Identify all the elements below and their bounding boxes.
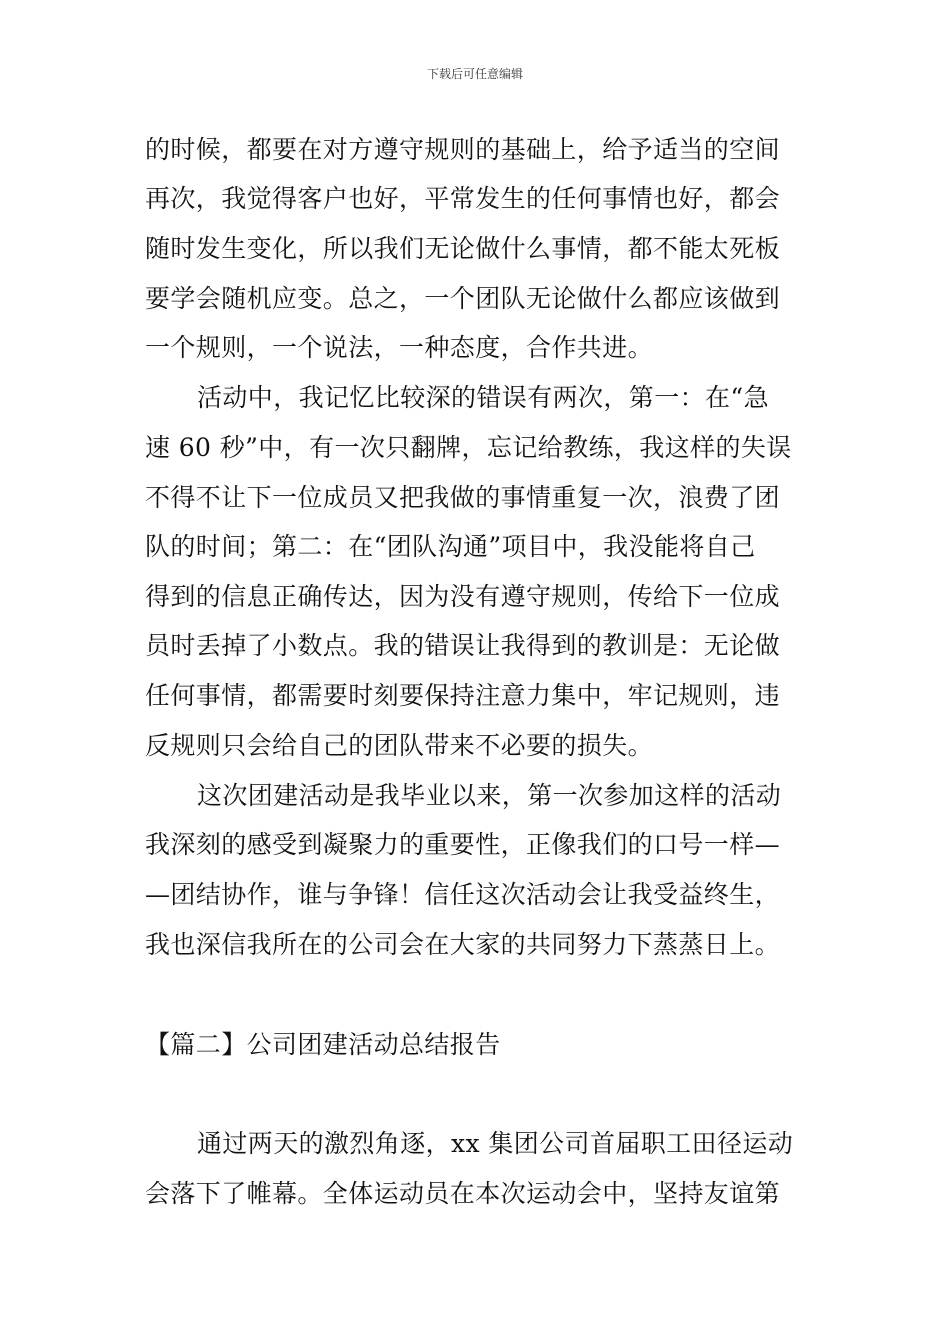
body-line: 不得不让下一位成员又把我做的事情重复一次，浪费了团 xyxy=(145,483,781,512)
body-line: 会落下了帷幕。全体运动员在本次运动会中，坚持友谊第 xyxy=(145,1179,781,1208)
body-line: 任何事情，都需要时刻要保持注意力集中，牢记规则，违 xyxy=(145,681,781,710)
page-header: 下载后可任意编辑 xyxy=(426,67,523,81)
body-line: 再次，我觉得客户也好，平常发生的任何事情也好，都会 xyxy=(145,184,781,213)
paragraph-first-line: 活动中，我记忆比较深的错误有两次，第一：在“急 xyxy=(197,383,769,412)
body-line: 得到的信息正确传达，因为没有遵守规则，传给下一位成 xyxy=(145,582,781,611)
body-line: 队的时间；第二：在“团队沟通”项目中，我没能将自己 xyxy=(145,532,756,561)
body-line: 反规则只会给自己的团队带来不必要的损失。 xyxy=(145,731,654,760)
body-line: 我深刻的感受到凝聚力的重要性，正像我们的口号一样— xyxy=(145,830,781,859)
paragraph-first-line: 这次团建活动是我毕业以来，第一次参加这样的活动 xyxy=(197,781,782,810)
body-line: 一个规则，一个说法，一种态度，合作共进。 xyxy=(145,333,654,362)
paragraph-first-line: 通过两天的激烈角逐，xx 集团公司首届职工田径运动 xyxy=(197,1129,794,1158)
body-line: 随时发生变化，所以我们无论做什么事情，都不能太死板 xyxy=(145,234,781,263)
body-line: 的时候，都要在对方遵守规则的基础上，给予适当的空间 xyxy=(145,135,781,164)
body-line: 要学会随机应变。总之，一个团队无论做什么都应该做到 xyxy=(145,284,781,313)
section-title: 【篇二】公司团建活动总结报告 xyxy=(145,1030,501,1059)
body-line: 速 60 秒”中，有一次只翻牌，忘记给教练，我这样的失误 xyxy=(145,433,792,462)
body-line: —团结协作，谁与争锋！信任这次活动会让我受益终生， xyxy=(145,880,781,909)
body-line: 我也深信我所在的公司会在大家的共同努力下蒸蒸日上。 xyxy=(145,930,781,959)
body-line: 员时丢掉了小数点。我的错误让我得到的教训是：无论做 xyxy=(145,631,781,660)
